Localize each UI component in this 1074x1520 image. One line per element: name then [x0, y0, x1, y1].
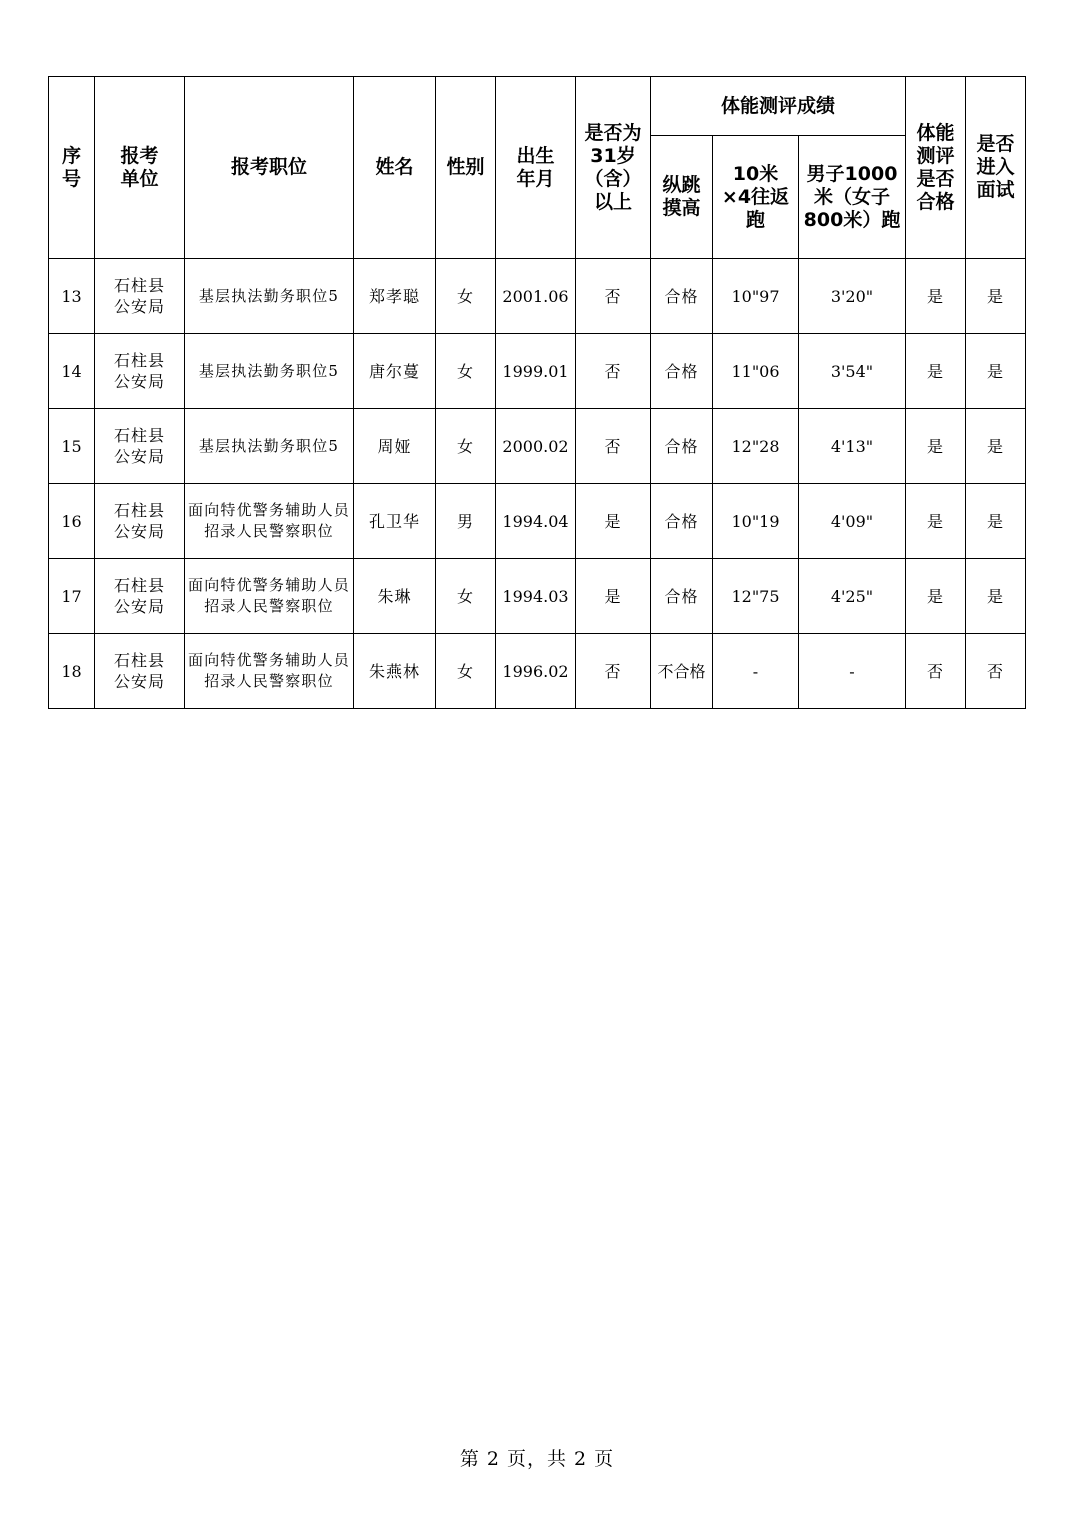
cell-run: 4'09" — [799, 484, 906, 559]
header-shuttle: 10米×4往返跑 — [713, 136, 799, 259]
cell-fitness-pass: 是 — [906, 334, 966, 409]
header-unit: 报考单位 — [95, 77, 185, 259]
cell-shuttle: 10"97 — [713, 259, 799, 334]
cell-name: 郑孝聪 — [354, 259, 436, 334]
cell-unit: 石柱县公安局 — [95, 259, 185, 334]
cell-fitness-pass: 否 — [906, 634, 966, 709]
cell-shuttle: 11"06 — [713, 334, 799, 409]
header-seq: 序号 — [49, 77, 95, 259]
cell-run: 4'13" — [799, 409, 906, 484]
cell-jump: 合格 — [651, 409, 713, 484]
cell-unit: 石柱县公安局 — [95, 409, 185, 484]
cell-shuttle: 10"19 — [713, 484, 799, 559]
cell-seq: 16 — [49, 484, 95, 559]
header-over31: 是否为31岁（含）以上 — [576, 77, 651, 259]
cell-birth: 1994.03 — [496, 559, 576, 634]
cell-over31: 否 — [576, 259, 651, 334]
cell-unit: 石柱县公安局 — [95, 559, 185, 634]
header-position: 报考职位 — [185, 77, 354, 259]
cell-unit: 石柱县公安局 — [95, 634, 185, 709]
cell-over31: 否 — [576, 334, 651, 409]
cell-jump: 合格 — [651, 484, 713, 559]
header-interview: 是否进入面试 — [966, 77, 1026, 259]
cell-over31: 是 — [576, 484, 651, 559]
header-name: 姓名 — [354, 77, 436, 259]
cell-shuttle: 12"28 — [713, 409, 799, 484]
cell-gender: 男 — [436, 484, 496, 559]
cell-interview: 否 — [966, 634, 1026, 709]
cell-birth: 1999.01 — [496, 334, 576, 409]
cell-position: 面向特优警务辅助人员招录人民警察职位 — [185, 559, 354, 634]
cell-fitness-pass: 是 — [906, 409, 966, 484]
cell-interview: 是 — [966, 409, 1026, 484]
cell-over31: 否 — [576, 634, 651, 709]
header-run: 男子1000米（女子800米）跑 — [799, 136, 906, 259]
cell-fitness-pass: 是 — [906, 259, 966, 334]
cell-seq: 17 — [49, 559, 95, 634]
table-row — [49, 259, 1026, 334]
table-row — [49, 409, 1026, 484]
table-row — [49, 559, 1026, 634]
cell-run: 4'25" — [799, 559, 906, 634]
cell-position: 面向特优警务辅助人员招录人民警察职位 — [185, 484, 354, 559]
cell-run: 3'54" — [799, 334, 906, 409]
cell-position: 基层执法勤务职位5 — [185, 409, 354, 484]
cell-seq: 18 — [49, 634, 95, 709]
cell-run: 3'20" — [799, 259, 906, 334]
cell-position: 面向特优警务辅助人员招录人民警察职位 — [185, 634, 354, 709]
cell-gender: 女 — [436, 409, 496, 484]
header-fitness-group: 体能测评成绩 — [651, 77, 906, 136]
header-gender: 性别 — [436, 77, 496, 259]
header-birth: 出生年月 — [496, 77, 576, 259]
cell-name: 朱琳 — [354, 559, 436, 634]
cell-position: 基层执法勤务职位5 — [185, 334, 354, 409]
cell-seq: 15 — [49, 409, 95, 484]
table-row — [49, 634, 1026, 709]
cell-birth: 1996.02 — [496, 634, 576, 709]
cell-birth: 2001.06 — [496, 259, 576, 334]
cell-position: 基层执法勤务职位5 — [185, 259, 354, 334]
cell-gender: 女 — [436, 334, 496, 409]
cell-interview: 是 — [966, 334, 1026, 409]
cell-jump: 合格 — [651, 259, 713, 334]
cell-run: - — [799, 634, 906, 709]
cell-name: 孔卫华 — [354, 484, 436, 559]
cell-jump: 合格 — [651, 334, 713, 409]
cell-jump: 不合格 — [651, 634, 713, 709]
cell-gender: 女 — [436, 259, 496, 334]
cell-shuttle: 12"75 — [713, 559, 799, 634]
table-row — [49, 334, 1026, 409]
cell-name: 朱燕林 — [354, 634, 436, 709]
cell-unit: 石柱县公安局 — [95, 334, 185, 409]
cell-fitness-pass: 是 — [906, 559, 966, 634]
cell-unit: 石柱县公安局 — [95, 484, 185, 559]
cell-seq: 13 — [49, 259, 95, 334]
cell-gender: 女 — [436, 559, 496, 634]
page-footer: 第 2 页，共 2 页 — [459, 1448, 615, 1470]
cell-interview: 是 — [966, 259, 1026, 334]
score-table — [48, 76, 1026, 709]
cell-interview: 是 — [966, 559, 1026, 634]
cell-over31: 否 — [576, 409, 651, 484]
cell-birth: 2000.02 — [496, 409, 576, 484]
cell-name: 周娅 — [354, 409, 436, 484]
cell-birth: 1994.04 — [496, 484, 576, 559]
cell-shuttle: - — [713, 634, 799, 709]
header-jump: 纵跳摸高 — [651, 136, 713, 259]
table-header — [49, 77, 1026, 259]
cell-name: 唐尔蔓 — [354, 334, 436, 409]
cell-jump: 合格 — [651, 559, 713, 634]
cell-over31: 是 — [576, 559, 651, 634]
cell-fitness-pass: 是 — [906, 484, 966, 559]
table-row — [49, 484, 1026, 559]
cell-gender: 女 — [436, 634, 496, 709]
header-fitness-pass: 体能测评是否合格 — [906, 77, 966, 259]
cell-interview: 是 — [966, 484, 1026, 559]
cell-seq: 14 — [49, 334, 95, 409]
